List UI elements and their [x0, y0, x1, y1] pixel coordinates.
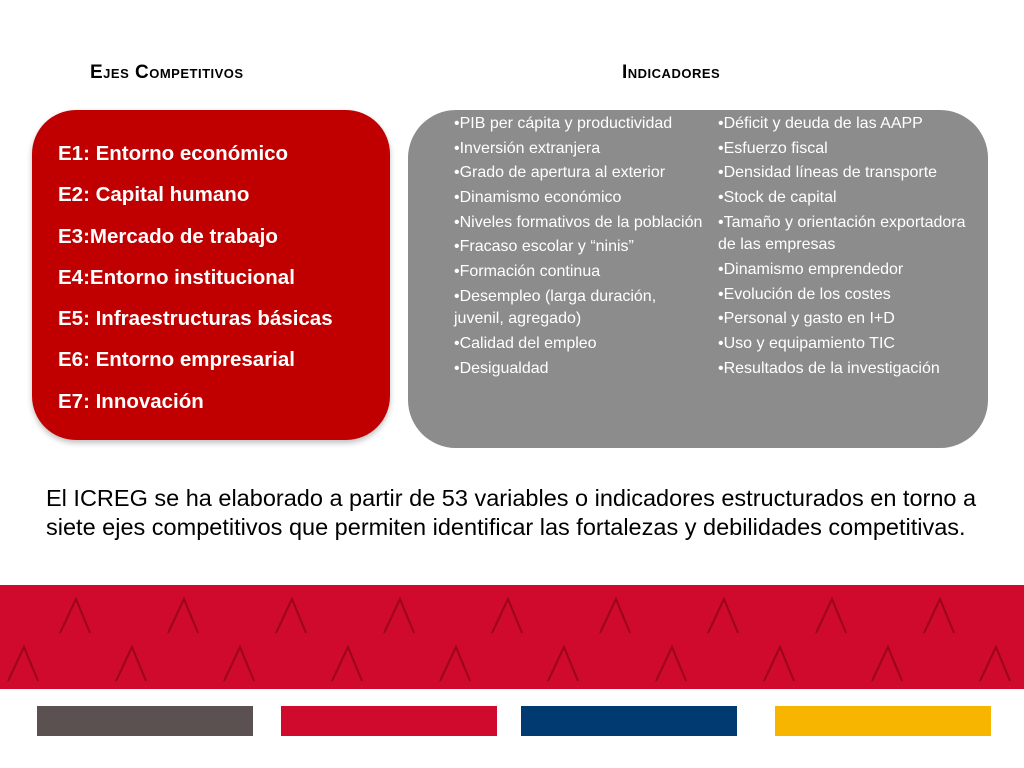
- chevron-icon: [764, 647, 794, 681]
- eje-item: E5: Infraestructuras básicas: [58, 307, 333, 331]
- chevron-pattern-icon: [0, 585, 1024, 689]
- eje-item: E6: Entorno empresarial: [58, 348, 295, 372]
- indicador-item: •Calidad del empleo: [454, 335, 597, 352]
- footer-bar-gray: [37, 706, 253, 736]
- ejes-list: [32, 110, 390, 429]
- chevron-icon: [872, 647, 902, 681]
- chevron-icon: [708, 599, 738, 633]
- indicador-item: •Stock de capital: [718, 189, 837, 207]
- indicador-item: •Inversión extranjera: [454, 139, 601, 157]
- chevron-icon: [924, 599, 954, 633]
- summary-text: El ICREG se ha elaborado a partir de 53 variables o indicadores estructurados en torno a siete ejes competitivos que permiten identificar las fortalezas y debilidades competitivas.: [46, 485, 977, 540]
- eje-item: E2: Capital humano: [58, 183, 250, 207]
- ejes-box: [32, 110, 390, 440]
- chevron-icon: [60, 599, 90, 633]
- chevron-icon: [224, 647, 254, 681]
- chevron-icon: [276, 599, 306, 633]
- indicador-item: •Densidad líneas de transporte: [718, 164, 938, 182]
- indicador-item: •Dinamismo emprendedor: [718, 260, 904, 278]
- indicadores-column-1: [454, 113, 706, 382]
- chevron-icon: [440, 647, 470, 681]
- footer-bar-red: [281, 706, 497, 736]
- indicador-item: •Dinamismo económico: [454, 189, 622, 207]
- eje-item: E4:Entorno institucional: [58, 265, 295, 289]
- indicador-item: •Evolución de los costes: [718, 285, 891, 303]
- chevron-icon: [116, 647, 146, 681]
- indicador-item: •Niveles formativos de la población: [454, 213, 703, 231]
- chevron-icon: [600, 599, 630, 633]
- indicador-item: •Desempleo (larga duración, juvenil, agregado): [454, 287, 657, 328]
- eje-item: E3:Mercado de trabajo: [58, 224, 278, 248]
- indicador-item: •Esfuerzo fiscal: [718, 139, 828, 157]
- decorative-band: [0, 585, 1024, 689]
- eje-item: E7: Innovación: [58, 389, 204, 413]
- chevron-icon: [168, 599, 198, 633]
- chevron-icon: [492, 599, 522, 633]
- indicador-item: •Uso y equipamiento TIC: [718, 335, 895, 352]
- chevron-icon: [548, 647, 578, 681]
- chevron-icon: [8, 647, 38, 681]
- eje-item: E1: Entorno económico: [58, 142, 289, 165]
- chevron-icon: [384, 599, 414, 633]
- footer-bar-yellow: [775, 706, 991, 736]
- chevron-icon: [816, 599, 846, 633]
- chevron-icon: [332, 647, 362, 681]
- chevron-icon: [656, 647, 686, 681]
- indicador-item: •Fracaso escolar y “ninis”: [454, 238, 634, 256]
- indicador-item: •Déficit y deuda de las AAPP: [718, 115, 923, 132]
- indicador-item: •Grado de apertura al exterior: [454, 164, 666, 182]
- indicador-item: •Formación continua: [454, 263, 601, 281]
- ejes-heading: Ejes Competitivos: [90, 62, 244, 83]
- indicador-item: •Resultados de la investigación: [718, 359, 940, 377]
- footer-bar-blue: [521, 706, 737, 736]
- indicadores-box: [408, 110, 988, 448]
- indicador-item: •Tamaño y orientación exportadora de las empresas: [718, 213, 966, 254]
- indicadores-heading: Indicadores: [622, 62, 721, 83]
- indicador-item: •Personal y gasto en I+D: [718, 310, 895, 328]
- indicador-item: •PIB per cápita y productividad: [454, 115, 673, 132]
- chevron-icon: [980, 647, 1010, 681]
- indicador-item: •Desigualdad: [454, 359, 549, 377]
- indicadores-column-2: [718, 113, 973, 382]
